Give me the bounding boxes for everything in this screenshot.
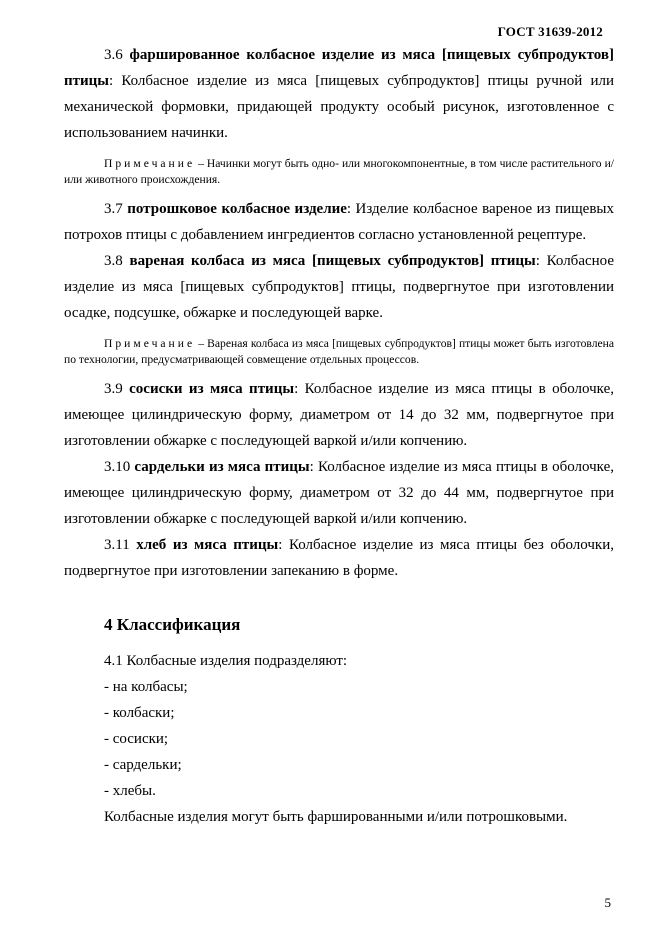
note-label: Примечание (104, 337, 196, 350)
definition: : Колбасное изделие из мяса птицы без оболочки, подвергнутое при изготовлении запеканию в форме. (64, 537, 614, 579)
definition-3-10 (64, 454, 614, 532)
section-closing: Колбасные изделия могут быть фаршированными и/или потрошковыми. (104, 809, 568, 825)
definition-3-6 (64, 42, 614, 146)
document-body (64, 42, 614, 830)
item-number: 3.6 (104, 47, 123, 63)
item-number: 3.8 (104, 253, 123, 269)
list-item: - хлебы. (104, 783, 156, 799)
page-number: 5 (604, 895, 611, 910)
term: фаршированное колбасное изделие из мяса [пищевых субпродуктов] птицы (64, 47, 615, 89)
note-2 (64, 336, 614, 368)
list-item: - сардельки; (104, 757, 182, 773)
definition: : Колбасное изделие из мяса [пищевых субпродуктов] птицы, подвергнутое при изготовлении осадке, подсушке, обжарке и последующей варке. (64, 253, 614, 321)
list-item: - колбаски; (104, 705, 175, 721)
list-item: - сосиски; (104, 731, 169, 747)
definition-3-7 (64, 196, 614, 248)
definition: : Колбасное изделие из мяса птицы в оболочке, имеющее цилиндрическую форму, диаметром от 14 до 32 мм, подвергнутое при изготовлении обжарке с последующей варкой и/или копчению. (64, 381, 614, 449)
term: потрошковое колбасное изделие (127, 201, 347, 217)
term: вареная колбаса из мяса [пищевых субпродуктов] птицы (129, 253, 536, 269)
item-number: 3.10 (104, 459, 131, 475)
definition: : Колбасное изделие из мяса [пищевых субпродуктов] птицы ручной или механической формовки, придающей продукту особый рисунок, изготовленное с использованием начинки. (64, 73, 614, 141)
item-number: 3.9 (104, 381, 123, 397)
item-number: 3.11 (104, 537, 130, 553)
item-number: 3.7 (104, 201, 123, 217)
definition-3-11 (64, 532, 614, 584)
note-text: – Вареная колбаса из мяса [пищевых субпродуктов] птицы может быть изготовлена по технологии, предусматривающей совмещение отдельных процессов. (64, 337, 614, 366)
note-1 (64, 156, 614, 188)
note-text: – Начинки могут быть одно- или многокомпонентные, в том числе растительного и/или животного происхождения. (64, 157, 614, 186)
term: сосиски из мяса птицы (129, 381, 295, 397)
definition: : Изделие колбасное вареное из пищевых потрохов птицы с добавлением ингредиентов согласно установленной рецептуре. (64, 201, 614, 243)
list-item: - на колбасы; (104, 679, 188, 695)
section-title: 4 Классификация (104, 615, 241, 634)
definition-3-9 (64, 376, 614, 454)
definition-3-8 (64, 248, 614, 326)
classification-list (64, 674, 614, 804)
term: сардельки из мяса птицы (134, 459, 310, 475)
section-intro: 4.1 Колбасные изделия подразделяют: (104, 653, 348, 669)
definition: : Колбасное изделие из мяса птицы в оболочке, имеющее цилиндрическую форму, диаметром от 32 до 44 мм, подвергнутое при изготовлении обжарке с последующей варкой и/или копчению. (64, 459, 615, 527)
note-label: Примечание (104, 157, 196, 170)
term: хлеб из мяса птицы (136, 537, 279, 553)
document-header: ГОСТ 31639-2012 (497, 24, 603, 39)
